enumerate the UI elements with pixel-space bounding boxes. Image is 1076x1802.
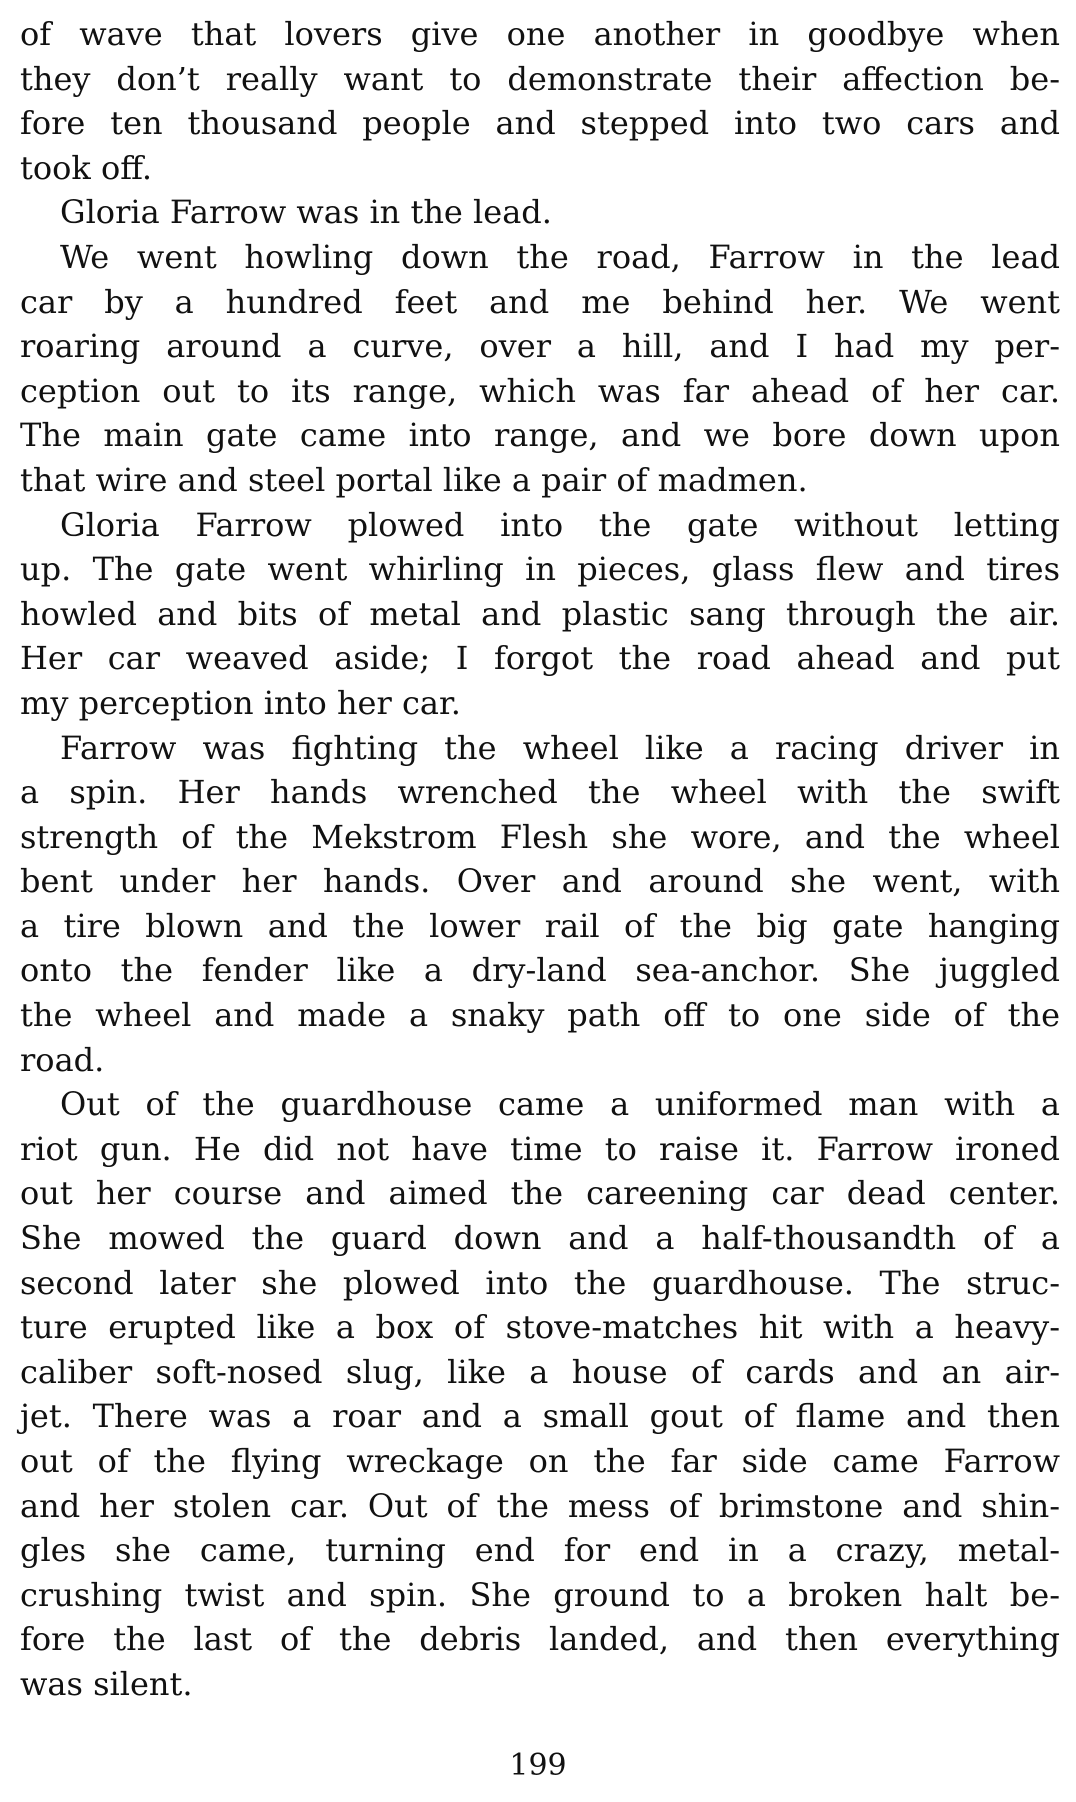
text-line: We went howling down the road, Farrow in the lead [60,237,1060,276]
text-line: crushing twist and spin. She ground to a broken halt be- [20,1575,1060,1614]
text-line: Her car weaved aside; I forgot the road ahead and put [20,639,1060,678]
text-line: of wave that lovers give one another in goodbye when [20,15,1060,53]
text-line: second later she plowed into the guardhouse. The struc- [20,1263,1060,1302]
paragraph [20,503,1060,726]
text-line: howled and bits of metal and plastic sang through the air. [20,594,1060,633]
text-line: took off. [20,148,152,187]
text-line: and her stolen car. Out of the mess of brimstone and shin- [20,1486,1060,1525]
text-line: out her course and aimed the careening car dead center. [20,1174,1060,1213]
text-line: out of the flying wreckage on the far side came Farrow [20,1442,1060,1480]
text-line: Gloria Farrow was in the lead. [60,193,552,232]
text-line: caliber soft-nosed slug, like a house of cards and an air- [20,1352,1060,1391]
text-line: ception out to its range, which was far ahead of her car. [20,371,1060,410]
text-line: bent under her hands. Over and around she went, with [20,862,1060,901]
book-page-text [20,12,1060,1707]
text-line: She mowed the guard down and a half-thousandth of a [20,1219,1060,1258]
paragraph [20,190,1060,235]
text-line: riot gun. He did not have time to raise it. Farrow ironed [20,1129,1060,1168]
text-line: a spin. Her hands wrenched the wheel with the swift [20,773,1060,812]
text-line: roaring around a curve, over a hill, and I had my per- [20,327,1060,366]
text-line: The main gate came into range, and we bore down upon [20,416,1060,455]
text-line: Out of the guardhouse came a uniformed man with a [60,1085,1060,1124]
text-line: they don’t really want to demonstrate their affection be- [20,59,1060,98]
text-line: Gloria Farrow plowed into the gate without letting [60,505,1060,544]
page-number: 199 [509,1748,567,1783]
text-line: ture erupted like a box of stove-matches hit with a heavy- [20,1308,1060,1347]
paragraph [20,235,1060,503]
text-line: car by a hundred feet and me behind her. We went [20,282,1060,321]
text-line: was silent. [20,1664,193,1703]
paragraph [20,12,1060,190]
text-line: that wire and steel portal like a pair of madmen. [20,460,808,499]
paragraph [20,1082,1060,1706]
text-line: road. [20,1040,105,1079]
text-line: jet. There was a roar and a small gout of flame and then [20,1397,1060,1436]
text-line: my perception into her car. [20,683,461,722]
text-line: onto the fender like a dry-land sea-anchor. She juggled [20,951,1060,990]
text-line: strength of the Mekstrom Flesh she wore, and the wheel [20,817,1060,856]
text-line: gles she came, turning end for end in a crazy, metal- [20,1531,1060,1570]
text-line: fore the last of the debris landed, and then everything [20,1620,1060,1659]
text-line: a tire blown and the lower rail of the big gate hanging [20,906,1060,945]
text-line: up. The gate went whirling in pieces, glass flew and tires [20,550,1060,589]
text-line: the wheel and made a snaky path off to one side of the [20,996,1060,1035]
text-line: fore ten thousand people and stepped into two cars and [20,104,1060,143]
text-line: Farrow was fighting the wheel like a racing driver in [60,728,1060,767]
paragraph [20,726,1060,1083]
